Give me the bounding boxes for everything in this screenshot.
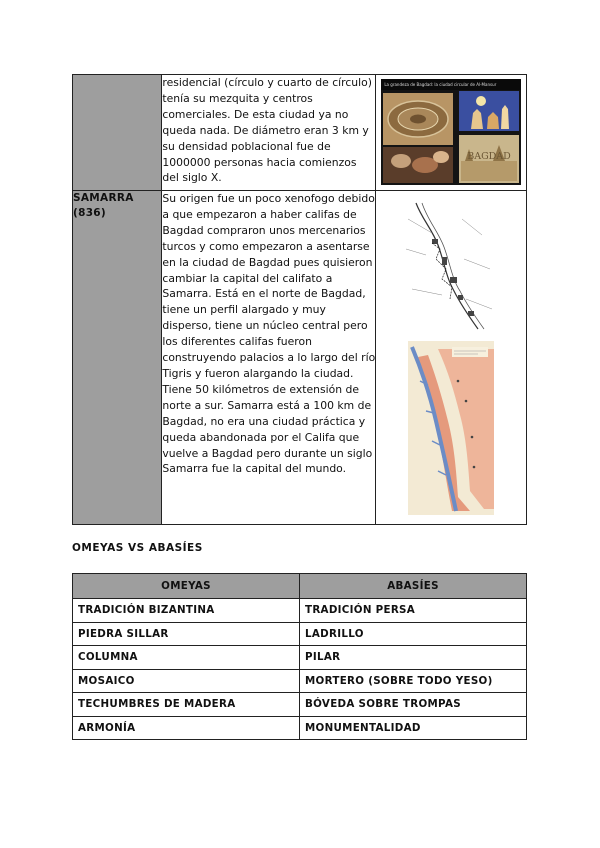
samarra-maps-cell [376,191,527,525]
baghdad-description: residencial (círculo y cuarto de círculo) tenía su mezquita y centros comerciales. De esta ciudad ya no queda nada. De diámetro eran 3 km y su densidad poblacional fue de 1000000 personas hacia comienzos del siglo X. [162,75,376,191]
abasies-cell: MONUMENTALIDAD [300,716,527,740]
table-row-samarra [73,191,527,525]
samarra-colored-map-image [408,341,494,515]
main-table [72,74,527,525]
omeyas-cell: TRADICIÓN BIZANTINA [73,599,300,623]
bagdad-caption: BAGDAD [467,151,512,162]
omeyas-cell: PIEDRA SILLAR [73,622,300,646]
table-row [73,599,527,623]
omeyas-cell: MOSAICO [73,669,300,693]
abasies-cell: LADRILLO [300,622,527,646]
header-omeyas: OMEYAS [73,574,300,599]
omeyas-cell: ARMONÍA [73,716,300,740]
header-abasies: ABASÍES [300,574,527,599]
table-row [73,716,527,740]
baghdad-collage-graphic [381,79,521,185]
collage-header-strip: La grandeza de Bagdad: la ciudad circular de Al-Mansur [381,79,521,90]
row-label-empty [73,75,162,191]
row-label-samarra: SAMARRA (836) [73,191,162,525]
table-row [73,693,527,717]
abasies-cell: MORTERO (SOBRE TODO YESO) [300,669,527,693]
table-row [73,622,527,646]
abasies-cell: TRADICIÓN PERSA [300,599,527,623]
omeyas-cell: TECHUMBRES DE MADERA [73,693,300,717]
comparison-table [72,573,527,740]
table-row-baghdad [73,75,527,191]
baghdad-image-cell [376,75,527,191]
samarra-plan-map-image [402,199,494,333]
section-heading: OMEYAS VS ABASÍES [72,542,203,554]
abasies-cell: BÓVEDA SOBRE TROMPAS [300,693,527,717]
table-row [73,669,527,693]
baghdad-collage-image [381,79,521,185]
table-row [73,646,527,670]
abasies-cell: PILAR [300,646,527,670]
omeyas-cell: COLUMNA [73,646,300,670]
comparison-header-row [73,574,527,599]
samarra-description: Su origen fue un poco xenofogo debido a que empezaron a haber califas de Bagdad compraron unos mercenarios turcos y como empezaron a asentarse en la ciudad de Bagdad pues quisieron cambiar la capital del califato a Samarra. Está en el norte de Bagdad, tiene un perfil alargado y muy disperso, tiene un núcleo central pero los diferentes califas fueron construyendo palacios a lo largo del río Tigris y fueron alargando la ciudad. Tiene 50 kilómetros de extensión de norte a sur. Samarra está a 100 km de Bagdad, no era una ciudad práctica y queda abandonada por el Califa que vuelve a Bagdad pero durante un siglo Samarra fue la capital del mundo. [162,191,376,525]
